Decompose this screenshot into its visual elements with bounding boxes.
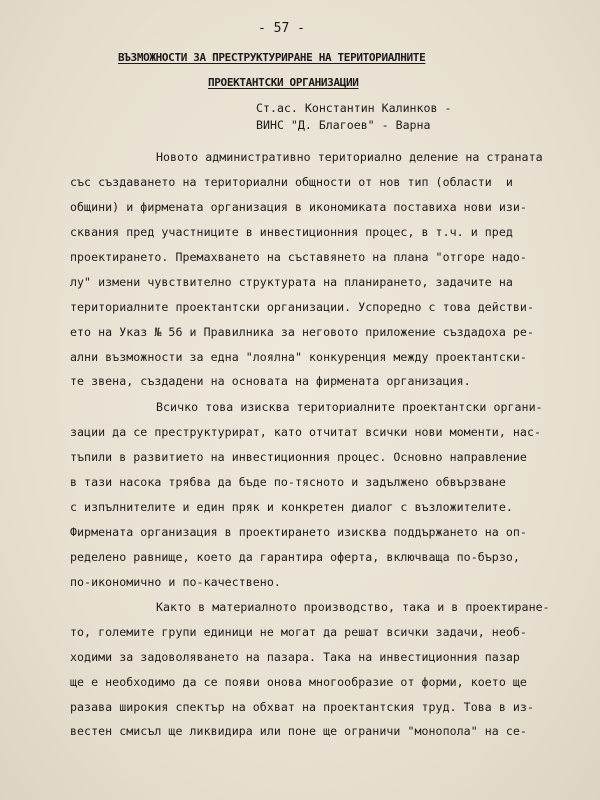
body-line: ще е необходимо да се появи онова многообразие от форми, което ще [70, 675, 527, 689]
body-line: ределено равнище, което да гарантира оферта, включваща по-бързо, [70, 550, 520, 564]
body-line: ални възможности за една "лоялна" конкуренция между проектантски- [70, 350, 527, 364]
author-line-1: Ст.ас. Константин Калинков - [256, 101, 452, 115]
body-line: зации да се преструктурират, като отчитат всички нови моменти, нас- [70, 425, 542, 439]
body-line: разава широкия спектър на обхват на проектантския труд. Това в из- [70, 700, 534, 714]
body-line: ходими за задоволяването на пазара. Така на инвестиционния пазар [70, 650, 520, 664]
body-line: те звена, създадени на основата на фирмената организация. [70, 374, 471, 388]
body-line: Както в материалното производство, така и в проектиране- [156, 600, 550, 614]
body-line: Новото административно териториално деление на страната [156, 150, 543, 164]
body-line: тъпили в развитието на инвестиционния процес. Основно направление [70, 450, 527, 464]
body-line: Фирмената организация в проектирането изисква поддържането на оп- [70, 525, 527, 539]
body-line: сквания пред участниците в инвестиционния процес, в т.ч. и пред [70, 225, 513, 239]
body-line: проектирането. Премахването на съставянето на плана "отгоре надо- [70, 250, 527, 264]
author-line-2: ВИНС "Д. Благоев" - Варна [256, 118, 431, 132]
body-line: с изпълнителите и един пряк и конкретен диалог с възложителите. [70, 500, 513, 514]
body-line: общини) и фирмената организация в икономиката поставиха нови изи- [70, 200, 527, 214]
page-number: - 57 - [258, 21, 305, 36]
body-line: вестен смисъл ще ликвидира или поне ще ограничи "монопола" на се- [70, 724, 527, 738]
title-line-2: ПРОЕКТАНТСКИ ОРГАНИЗАЦИИ [208, 76, 359, 89]
body-line: по-икономично и по-качествено. [70, 575, 281, 589]
body-line: ето на Указ № 56 и Правилника за неговото приложение създадоха ре- [70, 325, 534, 339]
body-line: в тази насока трябва да бъде по-тясното и задължено обвързване [70, 475, 506, 489]
body-line: лу" измени чувствително структурата на планирането, задачите на [70, 275, 513, 289]
body-line: то, големите групи единици не могат да решат всички задачи, необ- [70, 625, 527, 639]
body-line: Всичко това изисква териториалните проектантски органи- [156, 400, 543, 414]
body-line: териториалните проектантски организации. Успоредно с това действи- [70, 300, 534, 314]
body-line: със създаването на териториални общности от нов тип (области и [70, 175, 513, 189]
title-line-1: ВЪЗМОЖНОСТИ ЗА ПРЕСТРУКТУРИРАНЕ НА ТЕРИТОРИАЛНИТЕ [118, 51, 426, 64]
